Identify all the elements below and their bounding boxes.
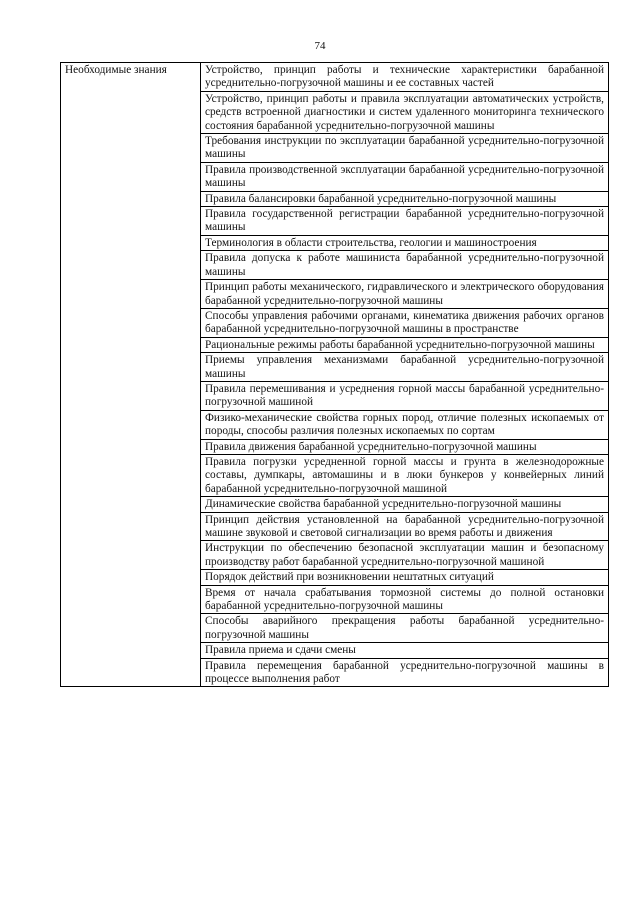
knowledge-item: Правила государственной регистрации барабанной усреднительно-погрузочной машины — [201, 207, 609, 236]
knowledge-table-body — [61, 63, 609, 687]
knowledge-item: Способы аварийного прекращения работы барабанной усреднительно-погрузочной машины — [201, 614, 609, 643]
knowledge-item: Время от начала срабатывания тормозной системы до полной остановки барабанной усреднительно-погрузочной машины — [201, 585, 609, 614]
knowledge-item: Правила приема и сдачи смены — [201, 643, 609, 658]
knowledge-item: Устройство, принцип работы и технические характеристики барабанной усреднительно-погрузочной машины и ее составных частей — [201, 63, 609, 92]
knowledge-item: Требования инструкции по эксплуатации барабанной усреднительно-погрузочной машины — [201, 134, 609, 163]
knowledge-item: Терминология в области строительства, геологии и машиностроения — [201, 235, 609, 250]
knowledge-item: Физико-механические свойства горных пород, отличие полезных ископаемых от породы, способы различия полезных ископаемых по сортам — [201, 410, 609, 439]
knowledge-item: Приемы управления механизмами барабанной усреднительно-погрузочной машины — [201, 353, 609, 382]
knowledge-item: Правила балансировки барабанной усреднительно-погрузочной машины — [201, 191, 609, 206]
knowledge-table — [60, 62, 609, 687]
table-row — [61, 63, 609, 92]
knowledge-item: Принцип работы механического, гидравлического и электрического оборудования барабанной усреднительно-погрузочной машины — [201, 280, 609, 309]
knowledge-item: Правила допуска к работе машиниста барабанной усреднительно-погрузочной машины — [201, 251, 609, 280]
knowledge-item: Рациональные режимы работы барабанной усреднительно-погрузочной машины — [201, 337, 609, 352]
knowledge-item: Устройство, принцип работы и правила эксплуатации автоматических устройств, средств встроенной диагностики и систем удаленного мониторинга технического состояния барабанной усреднительно-погрузочной машины — [201, 91, 609, 133]
knowledge-item: Способы управления рабочими органами, кинематика движения рабочих органов барабанной усреднительно-погрузочной машины в пространстве — [201, 308, 609, 337]
knowledge-item: Инструкции по обеспечению безопасной эксплуатации машин и безопасному производству работ барабанной усреднительно-погрузочной машиной — [201, 541, 609, 570]
knowledge-item: Правила движения барабанной усреднительно-погрузочной машины — [201, 439, 609, 454]
knowledge-item: Правила производственной эксплуатации барабанной усреднительно-погрузочной машины — [201, 162, 609, 191]
row-label-cell: Необходимые знания — [61, 63, 201, 687]
page-number: 74 — [314, 40, 326, 52]
knowledge-item: Принцип действия установленной на барабанной усреднительно-погрузочной машине звуковой и световой сигнализации во время работы и движения — [201, 512, 609, 541]
knowledge-item: Правила перемешивания и усреднения горной массы барабанной усреднительно-погрузочной машиной — [201, 381, 609, 410]
knowledge-item: Порядок действий при возникновении нештатных ситуаций — [201, 570, 609, 585]
knowledge-item: Динамические свойства барабанной усреднительно-погрузочной машины — [201, 497, 609, 512]
knowledge-item: Правила перемещения барабанной усреднительно-погрузочной машины в процессе выполнения работ — [201, 658, 609, 687]
knowledge-item: Правила погрузки усредненной горной массы и грунта в железнодорожные составы, думпкары, автомашины и в люки бункеров у конвейерных линий барабанной усреднительно-погрузочной машиной — [201, 454, 609, 496]
